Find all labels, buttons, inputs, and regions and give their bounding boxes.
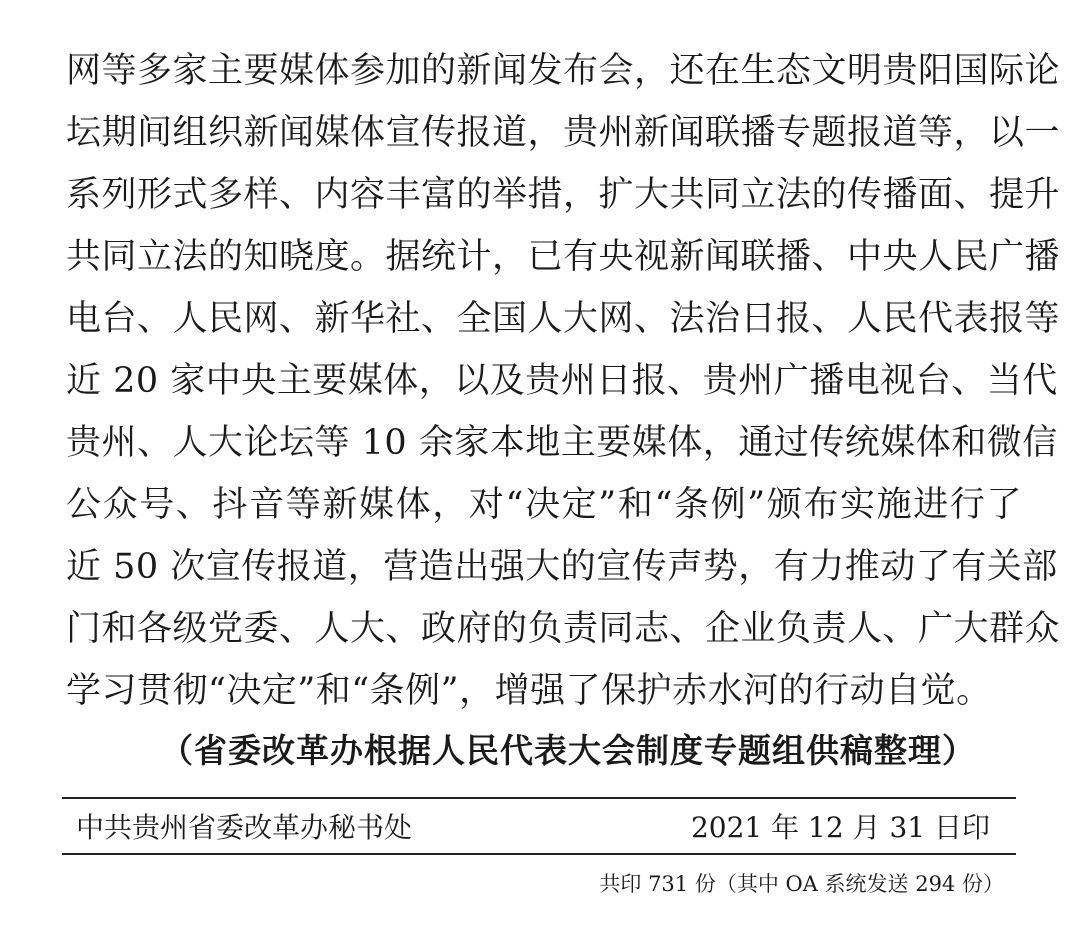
body-line: 公众号、抖音等新媒体，对“决定”和“条例”颁布实施进行了 xyxy=(66,485,1022,525)
footer-top-rule xyxy=(62,797,1016,799)
print-count: 共印 731 份（其中 OA 系统发送 294 份） xyxy=(599,872,1004,896)
body-line: 网等多家主要媒体参加的新闻发布会，还在生态文明贵阳国际论 xyxy=(66,51,1061,91)
body-paragraph xyxy=(66,40,1061,722)
body-line: 学习贯彻“决定”和“条例”，增强了保护赤水河的行动自觉。 xyxy=(66,671,992,711)
body-line: 坛期间组织新闻媒体宣传报道，贵州新闻联播专题报道等，以一 xyxy=(66,113,1061,153)
body-line: 共同立法的知晓度。据统计，已有央视新闻联播、中央人民广播 xyxy=(66,237,1061,277)
print-date: 2021 年 12 月 31 日印 xyxy=(690,811,990,844)
body-line: 贵州、人大论坛等 10 余家本地主要媒体，通过传统媒体和微信 xyxy=(66,423,1058,463)
body-line: 近 50 次宣传报道，营造出强大的宣传声势，有力推动了有关部 xyxy=(66,547,1058,587)
footer-bottom-rule xyxy=(62,853,1016,855)
body-line: 电台、人民网、新华社、全国人大网、法治日报、人民代表报等 xyxy=(66,299,1061,339)
body-line: 门和各级党委、人大、政府的负责同志、企业负责人、广大群众 xyxy=(66,609,1061,649)
body-line: 近 20 家中央主要媒体，以及贵州日报、贵州广播电视台、当代 xyxy=(66,361,1058,401)
issuer-name: 中共贵州省委改革办秘书处 xyxy=(76,811,413,844)
source-note: （省委改革办根据人民代表大会制度专题组供稿整理） xyxy=(160,731,976,770)
body-line: 系列形式多样、内容丰富的举措，扩大共同立法的传播面、提升 xyxy=(66,175,1061,215)
